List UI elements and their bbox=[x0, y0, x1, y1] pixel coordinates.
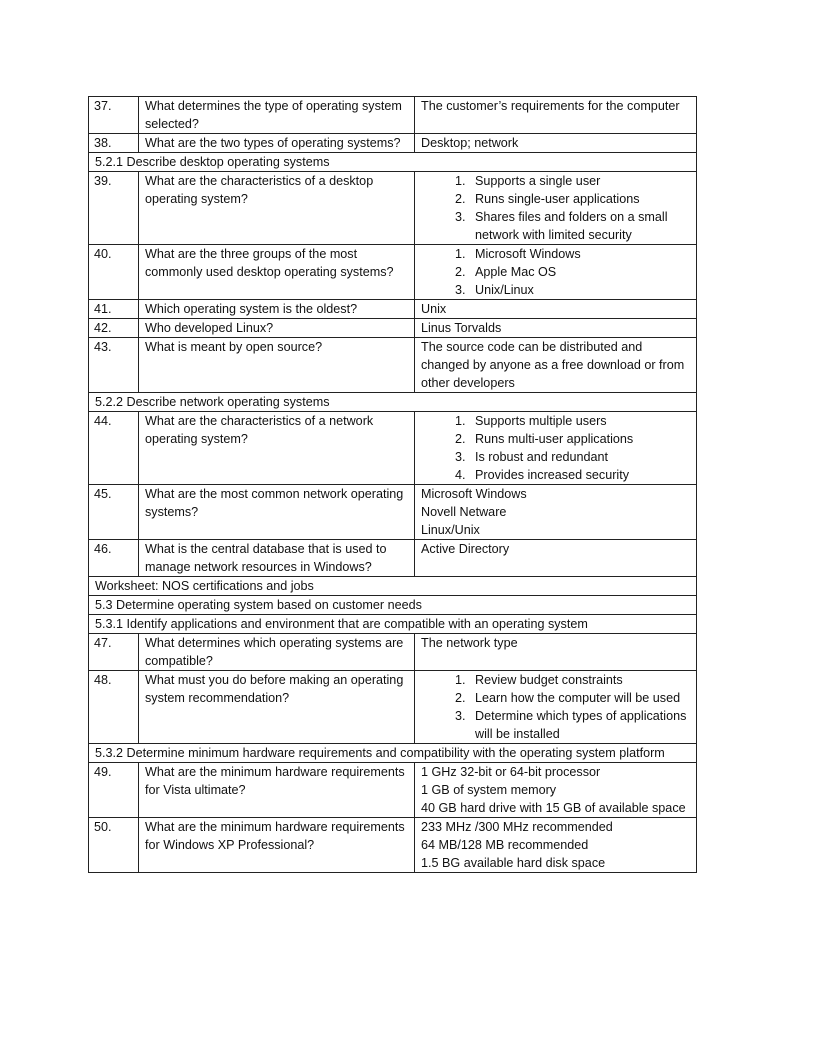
answer-list-item: 1. Microsoft Windows bbox=[469, 245, 692, 263]
section-heading: Worksheet: NOS certifications and jobs bbox=[89, 577, 697, 596]
section-heading-row bbox=[89, 393, 697, 412]
answer-text: The customer’s requirements for the computer bbox=[421, 99, 680, 113]
answer-text: Microsoft Windows bbox=[421, 487, 527, 501]
question-row bbox=[89, 671, 697, 744]
answer-list-item: 4. Provides increased security bbox=[469, 466, 692, 484]
answer-text: 1.5 BG available hard disk space bbox=[421, 856, 606, 870]
answer-cell bbox=[415, 134, 697, 153]
answer-text: Desktop; network bbox=[421, 136, 519, 150]
question-row bbox=[89, 485, 697, 540]
answer-text: The source code can be distributed and changed by anyone as a free download or from other developers bbox=[421, 340, 685, 390]
question-text: What is the central database that is used to manage network resources in Windows? bbox=[139, 540, 415, 577]
answer-list-item: 3. Determine which types of applications will be installed bbox=[469, 707, 692, 743]
question-text: What determines which operating systems are compatible? bbox=[139, 634, 415, 671]
question-number: 39. bbox=[89, 172, 139, 245]
answer-list bbox=[421, 412, 692, 484]
answer-text: The network type bbox=[421, 636, 518, 650]
answer-list bbox=[421, 172, 692, 244]
section-heading: 5.2.1 Describe desktop operating systems bbox=[89, 153, 697, 172]
question-text: Which operating system is the oldest? bbox=[139, 300, 415, 319]
question-row bbox=[89, 818, 697, 873]
section-heading: 5.2.2 Describe network operating systems bbox=[89, 393, 697, 412]
section-heading: 5.3.2 Determine minimum hardware requirements and compatibility with the operating system platform bbox=[89, 744, 697, 763]
answer-list-item: 2. Runs single-user applications bbox=[469, 190, 692, 208]
answer-list-item: 3. Shares files and folders on a small network with limited security bbox=[469, 208, 692, 244]
answer-cell bbox=[415, 172, 697, 245]
question-text: What are the most common network operating systems? bbox=[139, 485, 415, 540]
answer-text: Novell Netware bbox=[421, 505, 507, 519]
question-text: What must you do before making an operating system recommendation? bbox=[139, 671, 415, 744]
question-row bbox=[89, 245, 697, 300]
answer-list-item: 3. Is robust and redundant bbox=[469, 448, 692, 466]
question-number: 44. bbox=[89, 412, 139, 485]
question-number: 37. bbox=[89, 97, 139, 134]
section-heading: 5.3 Determine operating system based on customer needs bbox=[89, 596, 697, 615]
question-number: 45. bbox=[89, 485, 139, 540]
answer-text: 233 MHz /300 MHz recommended bbox=[421, 820, 613, 834]
question-number: 40. bbox=[89, 245, 139, 300]
section-heading-row bbox=[89, 577, 697, 596]
question-row bbox=[89, 338, 697, 393]
question-number: 47. bbox=[89, 634, 139, 671]
answer-text: 40 GB hard drive with 15 GB of available space bbox=[421, 801, 686, 815]
answer-cell bbox=[415, 97, 697, 134]
question-number: 48. bbox=[89, 671, 139, 744]
question-text: What are the three groups of the most commonly used desktop operating systems? bbox=[139, 245, 415, 300]
answer-list bbox=[421, 245, 692, 299]
answer-text: Linus Torvalds bbox=[421, 321, 502, 335]
question-row bbox=[89, 134, 697, 153]
answer-list bbox=[421, 671, 692, 743]
answer-cell bbox=[415, 338, 697, 393]
answer-list-item: 2. Apple Mac OS bbox=[469, 263, 692, 281]
answer-cell bbox=[415, 671, 697, 744]
question-row bbox=[89, 540, 697, 577]
answer-cell bbox=[415, 412, 697, 485]
answer-cell bbox=[415, 540, 697, 577]
question-text: What are the characteristics of a network operating system? bbox=[139, 412, 415, 485]
answer-list-item: 1. Supports a single user bbox=[469, 172, 692, 190]
answer-cell bbox=[415, 763, 697, 818]
question-number: 41. bbox=[89, 300, 139, 319]
answer-list-item: 3. Unix/Linux bbox=[469, 281, 692, 299]
question-row bbox=[89, 412, 697, 485]
answer-text: 1 GHz 32-bit or 64-bit processor bbox=[421, 765, 601, 779]
answer-list-item: 1. Review budget constraints bbox=[469, 671, 692, 689]
answer-list-item: 1. Supports multiple users bbox=[469, 412, 692, 430]
answer-list-item: 2. Runs multi-user applications bbox=[469, 430, 692, 448]
question-row bbox=[89, 97, 697, 134]
section-heading: 5.3.1 Identify applications and environment that are compatible with an operating system bbox=[89, 615, 697, 634]
question-text: What determines the type of operating system selected? bbox=[139, 97, 415, 134]
section-heading-row bbox=[89, 615, 697, 634]
answer-text: Unix bbox=[421, 302, 447, 316]
answer-cell bbox=[415, 245, 697, 300]
question-number: 49. bbox=[89, 763, 139, 818]
question-text: Who developed Linux? bbox=[139, 319, 415, 338]
answer-text: Linux/Unix bbox=[421, 523, 480, 537]
section-heading-row bbox=[89, 744, 697, 763]
answer-list-item: 2. Learn how the computer will be used bbox=[469, 689, 692, 707]
answer-cell bbox=[415, 319, 697, 338]
answer-text: 64 MB/128 MB recommended bbox=[421, 838, 589, 852]
question-row bbox=[89, 319, 697, 338]
question-text: What are the minimum hardware requirements for Windows XP Professional? bbox=[139, 818, 415, 873]
question-text: What are the two types of operating systems? bbox=[139, 134, 415, 153]
section-heading-row bbox=[89, 596, 697, 615]
question-number: 43. bbox=[89, 338, 139, 393]
question-text: What are the characteristics of a desktop operating system? bbox=[139, 172, 415, 245]
section-heading-row bbox=[89, 153, 697, 172]
question-row bbox=[89, 763, 697, 818]
answer-cell bbox=[415, 485, 697, 540]
question-number: 42. bbox=[89, 319, 139, 338]
question-number: 50. bbox=[89, 818, 139, 873]
question-number: 38. bbox=[89, 134, 139, 153]
answer-cell bbox=[415, 634, 697, 671]
answer-cell bbox=[415, 818, 697, 873]
question-row bbox=[89, 172, 697, 245]
study-guide-table bbox=[88, 96, 697, 873]
answer-text: Active Directory bbox=[421, 542, 510, 556]
question-number: 46. bbox=[89, 540, 139, 577]
question-text: What are the minimum hardware requirements for Vista ultimate? bbox=[139, 763, 415, 818]
answer-text: 1 GB of system memory bbox=[421, 783, 557, 797]
question-row bbox=[89, 300, 697, 319]
study-guide-table-body bbox=[89, 97, 697, 873]
question-row bbox=[89, 634, 697, 671]
question-text: What is meant by open source? bbox=[139, 338, 415, 393]
answer-cell bbox=[415, 300, 697, 319]
